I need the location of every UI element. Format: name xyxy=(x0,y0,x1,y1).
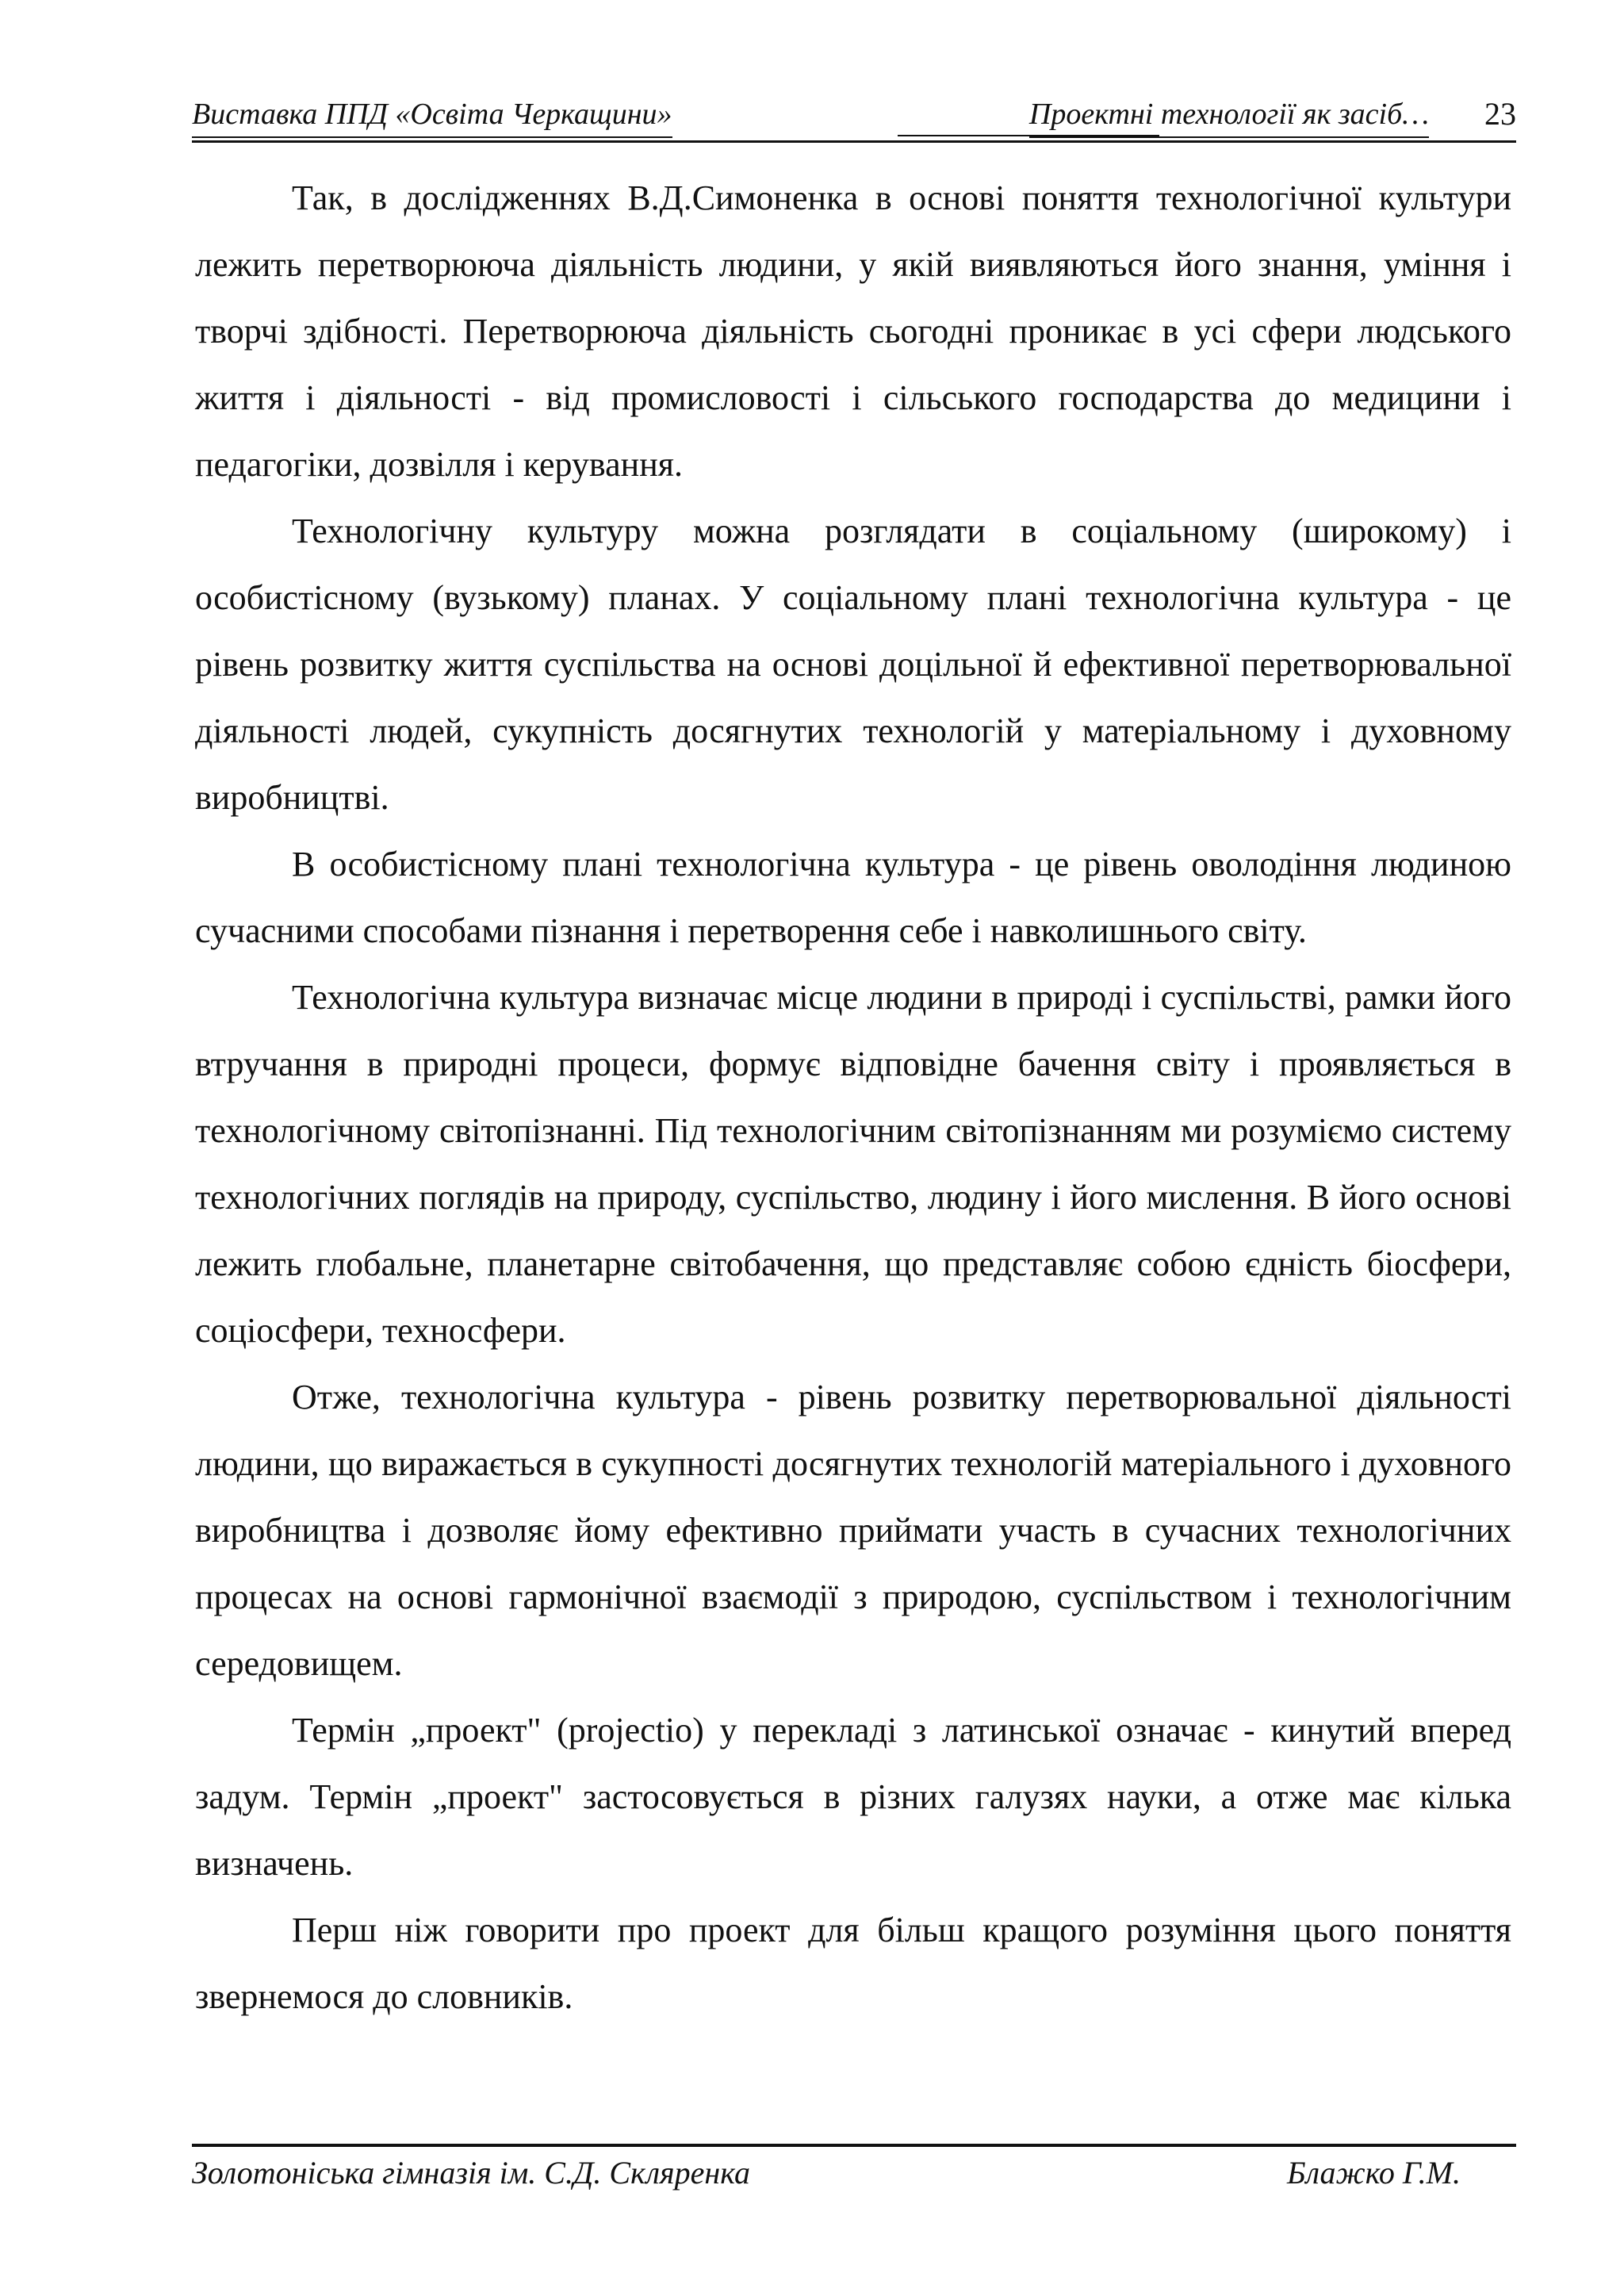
header-underline xyxy=(898,135,1159,136)
paragraph-2: Технологічну культуру можна розглядати в соціальному (широкому) і особистісному (вузькому) планах. У соціальному плані технологічна культура - це рівень розвитку життя суспільства на основі доцільної й ефективної перетворювальної діяльності людей, сукупність досягнутих технологій у матеріальному і духовному виробництві. xyxy=(195,512,1511,817)
header-exhibition-title: Виставка ППД «Освіта Черкащини» xyxy=(192,92,672,138)
paragraph-6: Термін „проект" (projectio) у перекладі з латинської означає - кинутий вперед задум. Термін „проект" застосовується в різних галузях науки, а отже має кілька визначень. xyxy=(195,1711,1511,1883)
paragraph-1: Так, в дослідженнях В.Д.Симоненка в основі поняття технологічної культури лежить перетворююча діяльність людини, у якій виявляються його знання, уміння і творчі здібності. Перетворююча діяльність сьогодні проникає в усі сфери людського життя і діяльності - від промисловості і сільського господарства до медицини і педагогіки, дозвілля і керування. xyxy=(195,178,1511,484)
paragraph-4: Технологічна культура визначає місце людини в природі і суспільстві, рамки його втручання в природні процеси, формує відповідне бачення світу і проявляється в технологічному світопізнанні. Під технологічним світопізнанням ми розуміємо систему технологічних поглядів на природу, суспільство, людину і його мислення. В його основі лежить глобальне, планетарне світобачення, що представляє собою єдність біосфери, соціосфери, техносфери. xyxy=(195,978,1511,1350)
paragraph-7: Перш ніж говорити про проект для більш кращого розуміння цього поняття звернемося до словників. xyxy=(195,1911,1511,2016)
paragraph-5: Отже, технологічна культура - рівень розвитку перетворювальної діяльності людини, що виражається в сукупності досягнутих технологій матеріального і духовного виробництва і дозволяє йому ефективно приймати участь в сучасних технологічних процесах на основі гармонічної взаємодії з природою, суспільством і технологічним середовищем. xyxy=(195,1378,1511,1683)
page-header xyxy=(192,92,1516,138)
page-number: 23 xyxy=(1484,96,1516,132)
header-document-title: Проектні технології як засіб… xyxy=(1029,92,1429,138)
paragraph-3: В особистісному плані технологічна культура - це рівень оволодіння людиною сучасними способами пізнання і перетворення себе і навколишнього світу. xyxy=(195,845,1511,950)
footer-rule xyxy=(192,2144,1516,2147)
footer-author: Блажко Г.М. xyxy=(1287,2155,1461,2191)
header-rule xyxy=(192,140,1516,143)
footer-institution: Золотоніська гімназія ім. С.Д. Скляренка xyxy=(192,2155,750,2191)
body-text xyxy=(195,165,1511,2030)
